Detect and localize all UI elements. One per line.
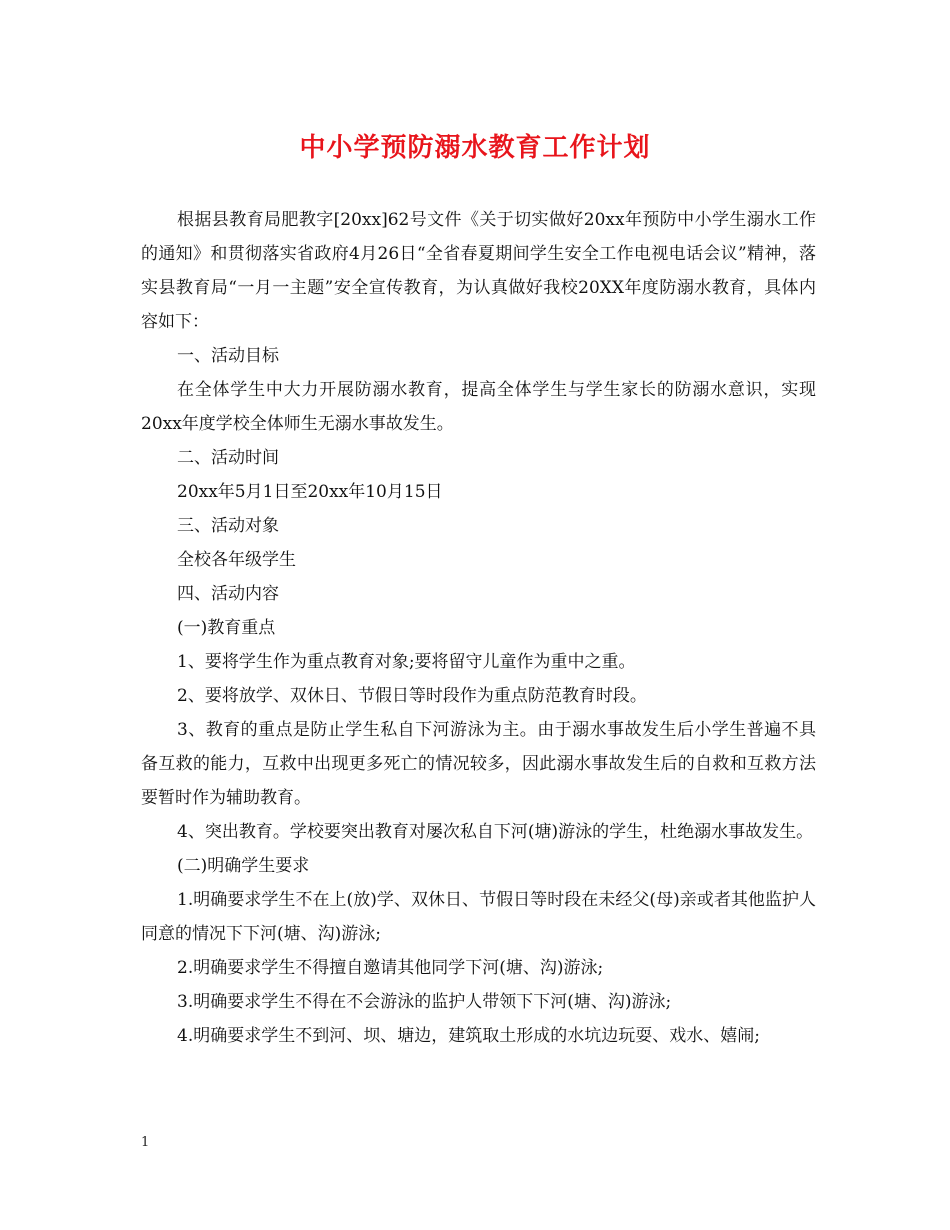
subsection-heading: (一)教育重点 [177, 618, 276, 638]
list-item: 1.明确要求学生不在上(放)学、双休日、节假日等时段在未经父(母)亲或者其他监护人同意的情况下下河(塘、沟)游泳; [141, 890, 816, 944]
list-item: 4.明确要求学生不到河、坝、塘边，建筑取土形成的水坑边玩耍、戏水、嬉闹; [177, 1026, 760, 1046]
document-body [141, 203, 816, 1053]
document-title: 中小学预防溺水教育工作计划 [299, 133, 651, 163]
paragraph: 根据县教育局肥教字[20xx]62号文件《关于切实做好20xx年预防中小学生溺水工作的通知》和贯彻落实省政府4月26日“全省春夏期间学生安全工作电视电话会议”精神，落实县教育局“一月一主题”安全宣传教育，为认真做好我校20XX年度防溺水教育，具体内容如下： [141, 210, 816, 332]
list-item: 4、突出教育。学校要突出教育对屡次私自下河(塘)游泳的学生，杜绝溺水事故发生。 [177, 822, 814, 842]
list-item: 3、教育的重点是防止学生私自下河游泳为主。由于溺水事故发生后小学生普遍不具备互救的能力，互救中出现更多死亡的情况较多，因此溺水事故发生后的自救和互救方法要暂时作为辅助教育。 [141, 720, 816, 808]
section-heading: 一、活动目标 [177, 346, 279, 366]
list-item: 2、要将放学、双休日、节假日等时段作为重点防范教育时段。 [177, 686, 647, 706]
list-item: 1、要将学生作为重点教育对象;要将留守儿童作为重中之重。 [177, 652, 636, 672]
list-item: 2.明确要求学生不得擅自邀请其他同学下河(塘、沟)游泳; [177, 958, 604, 978]
paragraph: 在全体学生中大力开展防溺水教育，提高全体学生与学生家长的防溺水意识，实现20xx年度学校全体师生无溺水事故发生。 [141, 380, 816, 434]
list-item: 3.明确要求学生不得在不会游泳的监护人带领下下河(塘、沟)游泳; [177, 992, 672, 1012]
section-heading: 三、活动对象 [177, 516, 279, 536]
subsection-heading: (二)明确学生要求 [177, 856, 310, 876]
paragraph: 全校各年级学生 [177, 550, 296, 570]
section-heading: 二、活动时间 [177, 448, 279, 468]
section-heading: 四、活动内容 [177, 584, 279, 604]
paragraph: 20xx年5月1日至20xx年10月15日 [177, 482, 443, 502]
page-number: 1 [141, 1135, 150, 1150]
